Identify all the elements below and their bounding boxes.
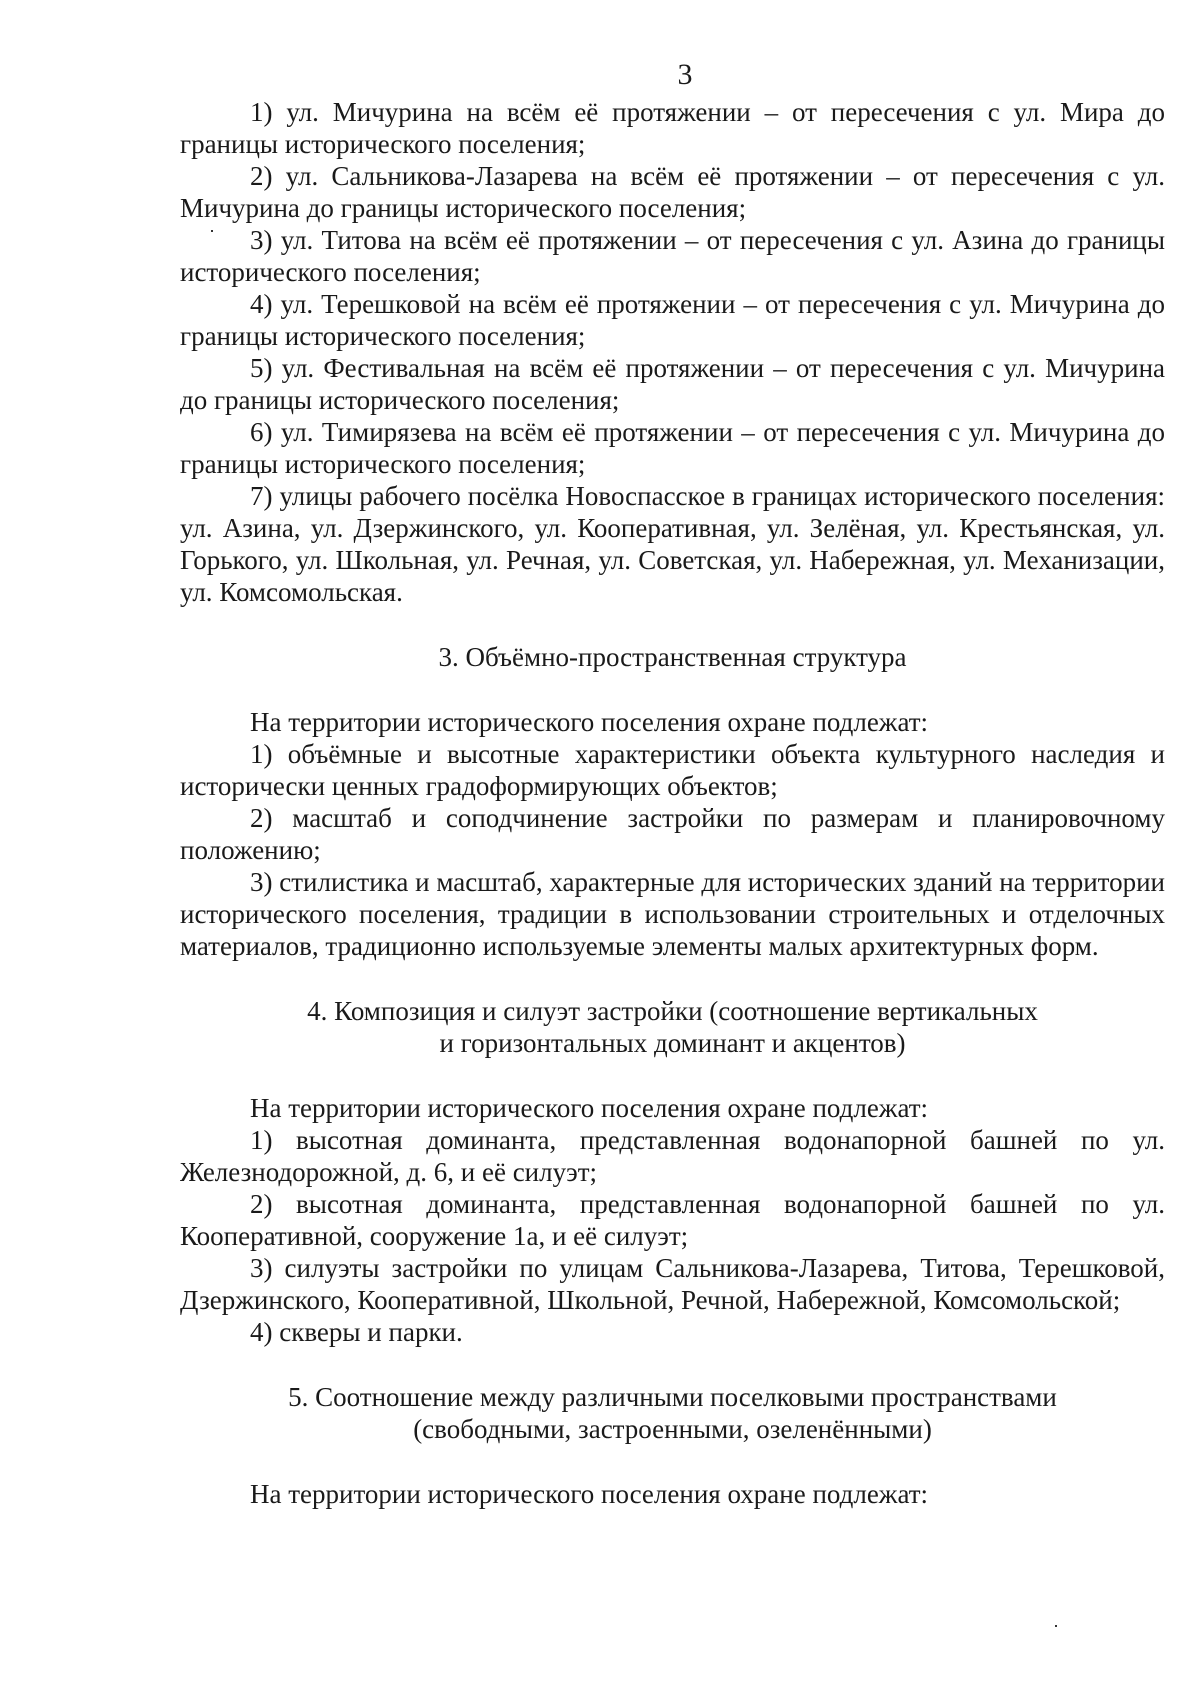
list-item: 2) высотная доминанта, представленная водонапорной башней по ул. Кооперативной, сооружение 1а, и её силуэт; [180,1189,1165,1251]
page-number: 3 [677,58,693,91]
section-4-intro: На территории исторического поселения охране подлежат: [250,1093,929,1123]
street-list [180,96,1165,608]
list-item: 1) ул. Мичурина на всём её протяжении – от пересечения с ул. Мира до границы исторического поселения; [180,97,1165,159]
list-item: 2) масштаб и соподчинение застройки по размерам и планировочному положению; [180,803,1165,865]
section-5-heading: 5. Соотношение между различными поселковыми пространствами (свободными, застроенными, озеленёнными) [288,1382,1057,1444]
document-body [180,96,1165,1510]
list-item: 6) ул. Тимирязева на всём её протяжении – от пересечения с ул. Мичурина до границы исторического поселения; [180,417,1165,479]
list-item: 4) ул. Терешковой на всём её протяжении – от пересечения с ул. Мичурина до границы исторического поселения; [180,289,1165,351]
list-item: 1) объёмные и высотные характеристики объекта культурного наследия и исторически ценных градоформирующих объектов; [180,739,1165,801]
list-item: 5) ул. Фестивальная на всём её протяжении – от пересечения с ул. Мичурина до границы исторического поселения; [180,353,1165,415]
list-item: 7) улицы рабочего посёлка Новоспасское в границах исторического поселения: ул. Азина, ул. Дзержинского, ул. Кооперативная, ул. Зелёная, ул. Крестьянская, ул. Горького, ул. Школьная, ул. Речная, ул. Советская, ул. Набережная, ул. Механизации, ул. Комсомольская. [180,481,1165,607]
list-item: 4) скверы и парки. [250,1317,463,1347]
scan-speck [1055,1625,1057,1627]
list-item: 3) силуэты застройки по улицам Сальникова-Лазарева, Титова, Терешковой, Дзержинского, Кооперативной, Школьной, Речной, Набережной, Комсомольской; [180,1253,1165,1315]
list-item: 3) стилистика и масштаб, характерные для исторических зданий на территории исторического поселения, традиции в использовании строительных и отделочных материалов, традиционно используемые элементы малых архитектурных форм. [180,867,1165,961]
section-3-heading: 3. Объёмно-пространственная структура [438,642,907,672]
scan-speck [211,230,213,232]
section-3-intro: На территории исторического поселения охране подлежат: [250,707,929,737]
list-item: 3) ул. Титова на всём её протяжении – от пересечения с ул. Азина до границы исторического поселения; [180,225,1165,287]
section-5-intro: На территории исторического поселения охране подлежат: [250,1479,929,1509]
list-item: 2) ул. Сальникова-Лазарева на всём её протяжении – от пересечения с ул. Мичурина до границы исторического поселения; [180,161,1165,223]
section-4-heading: 4. Композиция и силуэт застройки (соотношение вертикальных и горизонтальных доминант и акцентов) [307,996,1038,1058]
list-item: 1) высотная доминанта, представленная водонапорной башней по ул. Железнодорожной, д. 6, и её силуэт; [180,1125,1165,1187]
